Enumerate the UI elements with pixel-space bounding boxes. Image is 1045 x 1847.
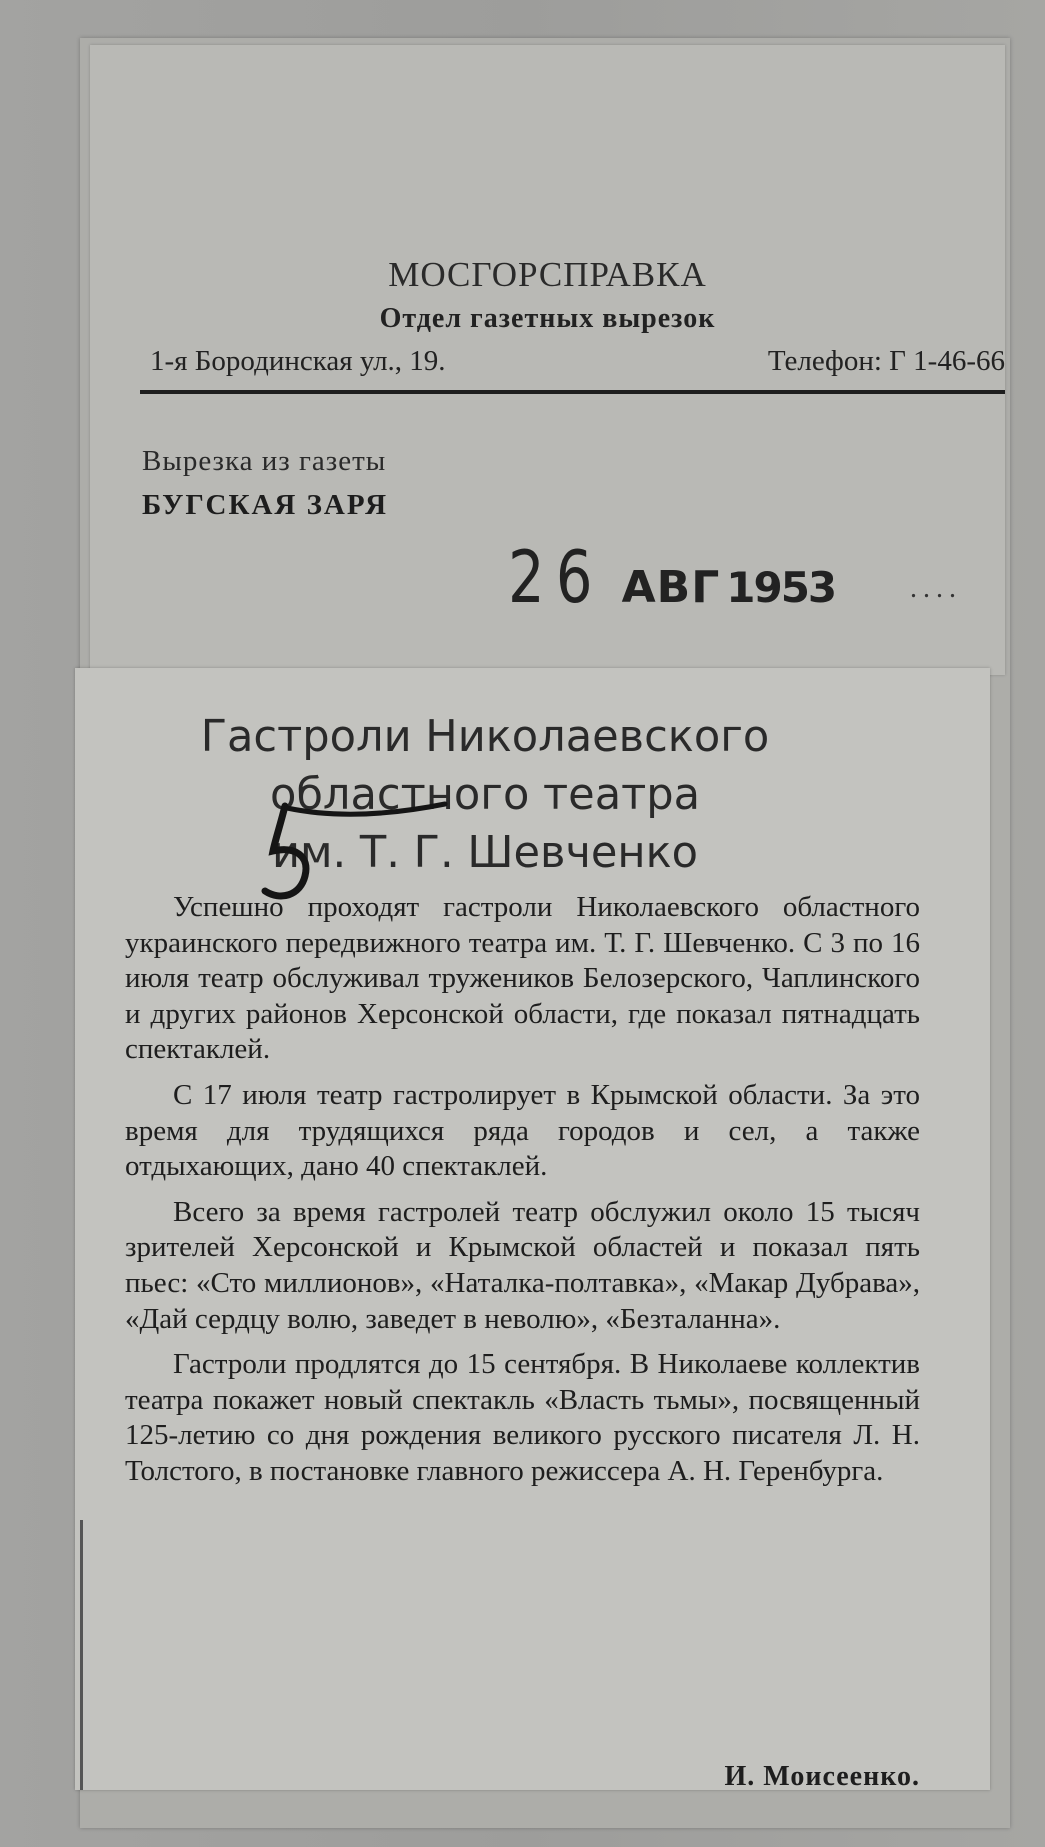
article-paragraph: Успешно проходят гастроли Николаевского областного украинского передвижного театра им. Т. Г. Шевченко. С 3 по 16 июля театр обслуживал тружеников Белозерского, Чаплинского и других районов Херсонской области, где показал пятнадцать спектаклей.: [125, 891, 920, 1066]
newspaper-name: БУГСКАЯ ЗАРЯ: [142, 489, 389, 521]
date-stamp: [508, 535, 835, 635]
article-paragraph: Всего за время гастролей театр обслужил около 15 тысяч зрителей Херсонской и Крымской областей и показал пять пьес: «Сто миллионов», «Наталка-полтавка», «Макар Дубрава», «Дай сердцу волю, заведет в неволю», «Безталанна».: [125, 1195, 920, 1335]
department-name: Отдел газетных вырезок: [379, 303, 716, 334]
service-address: 1-я Бородинская ул., 19.: [150, 345, 446, 377]
article-headline: [83, 708, 887, 882]
sheet-edge-shadow: [80, 1520, 83, 1790]
article-paragraph: С 17 июля театр гастролирует в Крымской области. За это время для трудящихся ряда городов и сел, а также отдыхающих, дано 40 спектаклей.: [125, 1078, 920, 1183]
date-fill-dots: ....: [910, 573, 962, 604]
article-paragraph: Гастроли продлятся до 15 сентября. В Николаеве коллектив театра покажет новый спектакль «Власть тьмы», посвященный 125-летию со дня рождения великого русского писателя Л. Н. Толстого, в постановке главного режиссера А. Н. Геренбурга.: [125, 1348, 920, 1487]
org-name: МОСГОРСПРАВКА: [388, 255, 707, 294]
headline-line-1: Гастроли Николаевского: [200, 711, 770, 762]
service-phone: Телефон: Г 1-46-66: [767, 345, 1005, 377]
article-author: И. Моисеенко.: [724, 1761, 920, 1792]
date-stamp-year: 1953: [726, 563, 836, 612]
clipping-from-label: Вырезка из газеты: [142, 445, 387, 477]
date-stamp-day: 26: [508, 535, 604, 619]
headline-line-2: областного театра: [269, 769, 701, 820]
newspaper-clipping: [75, 668, 990, 1790]
clipping-service-form: [90, 45, 1005, 675]
headline-line-3: им. Т. Г. Шевченко: [271, 827, 699, 878]
date-stamp-month: АВГ: [621, 562, 721, 613]
article-body: [125, 890, 920, 1500]
header-rule: [140, 390, 1005, 394]
